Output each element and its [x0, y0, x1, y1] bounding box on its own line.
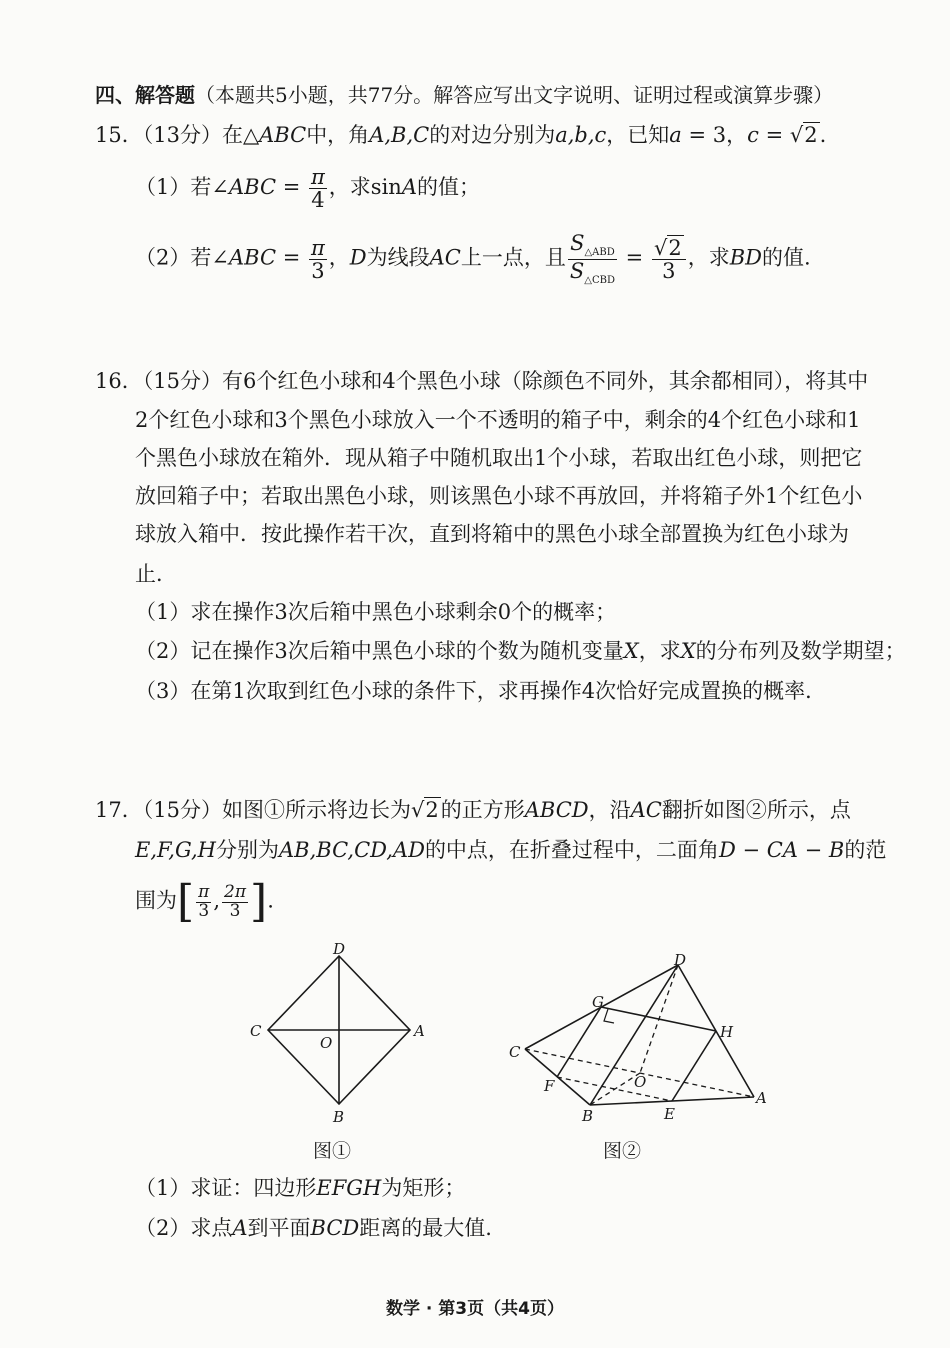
left-bracket: [ — [177, 876, 195, 927]
q16-part2 — [135, 636, 906, 666]
text: 围为 — [135, 888, 177, 913]
text: 的值； — [417, 175, 480, 200]
fig1-label-c: C — [250, 1022, 262, 1040]
numerator: π — [310, 165, 325, 189]
q16-line-5: 球放入箱中．按此操作若干次，直到将箱中的黑色小球全部置换为红色小球为 — [135, 522, 849, 546]
fig1-label-d: D — [333, 940, 346, 958]
math: A — [401, 175, 417, 200]
q17-score: （15分） — [142, 798, 222, 822]
q16-line-1 — [95, 366, 868, 396]
text: ，沿 — [588, 798, 631, 822]
segment-do-hidden — [640, 965, 678, 1073]
text: ，求sin — [328, 175, 402, 200]
text: = — [276, 175, 307, 200]
text: 的对边分别为 — [429, 123, 556, 147]
math: X — [623, 639, 639, 663]
numerator: π — [310, 235, 325, 260]
math: BCD — [310, 1216, 360, 1240]
figure-2-caption: 图② — [603, 1140, 642, 1162]
math: ABC — [228, 175, 277, 200]
text: . — [267, 888, 274, 913]
text: （1）若∠ — [135, 175, 229, 200]
fraction — [196, 881, 211, 921]
text: 距离的最大值. — [359, 1216, 492, 1240]
fig1-label-b: B — [333, 1108, 345, 1126]
fig1-label-a: A — [414, 1022, 425, 1040]
fraction — [652, 237, 686, 282]
q16-line-4: 放回箱子中；若取出黑色小球，则该黑色小球不再放回，并将箱子外1个红色小 — [135, 484, 863, 508]
text: ， — [328, 245, 350, 270]
segment-ob-hidden — [590, 1073, 640, 1105]
figure-2-tetrahedron — [500, 945, 780, 1135]
segment-gf — [557, 1007, 601, 1077]
math: a,b,c — [555, 123, 607, 147]
q17-line-3 — [135, 876, 274, 927]
math: D — [349, 245, 367, 270]
radicand: 2 — [804, 123, 818, 147]
math: EFGH — [316, 1176, 382, 1200]
right-angle-mark — [604, 1009, 614, 1023]
denominator: 3 — [198, 900, 210, 921]
section-title: 四、解答题 — [95, 83, 195, 107]
fig2-label-e: E — [664, 1105, 675, 1123]
subscript: △ABD — [584, 247, 615, 259]
text: 为线段 — [366, 245, 430, 270]
denominator: 4 — [311, 188, 325, 213]
math: ABCD — [524, 798, 589, 822]
math: A,B,C — [369, 123, 430, 147]
numerator: 2π — [224, 881, 247, 902]
denominator: 3 — [311, 258, 325, 283]
q15-number: 15． — [95, 123, 143, 147]
q16-line-2: 2个红色小球和3个黑色小球放入一个不透明的箱子中，剩余的4个红色小球和1 — [135, 408, 861, 432]
text: 的正方形 — [440, 798, 525, 822]
math: c — [747, 123, 759, 147]
text: （2）若∠ — [135, 245, 229, 270]
text: ，已知 — [606, 123, 670, 147]
fig2-label-a: A — [756, 1089, 767, 1107]
comma: , — [213, 888, 221, 913]
text: 中，角 — [306, 123, 370, 147]
math: D − CA − B — [718, 838, 845, 862]
math: A — [232, 1216, 248, 1240]
fraction — [309, 166, 327, 211]
math: BD — [729, 245, 762, 270]
symbol: S — [570, 231, 585, 255]
q17-part2 — [135, 1213, 492, 1243]
fig2-label-g: G — [592, 993, 604, 1011]
text: = — [276, 245, 307, 270]
q15-score: （13分） — [142, 123, 222, 147]
text: 的分布列及数学期望； — [695, 639, 906, 663]
text: 的中点，在折叠过程中，二面角 — [424, 838, 719, 862]
radicand: 2 — [425, 798, 439, 822]
numerator — [568, 232, 617, 260]
q17-line-1 — [95, 795, 851, 825]
radicand: 2 — [668, 235, 682, 260]
q16-part3: （3）在第1次取到红色小球的条件下，求再操作4次恰好完成置换的概率． — [135, 679, 827, 703]
text: 有6个红色小球和4个黑色小球（除颜色不同外，其余都相同），将其中 — [221, 369, 869, 393]
q17-number: 17． — [95, 798, 143, 822]
numerator: π — [198, 881, 210, 902]
fig2-label-f: F — [544, 1077, 555, 1095]
numerator — [652, 237, 686, 260]
q17-line-2 — [135, 835, 886, 865]
denominator: 3 — [229, 900, 241, 921]
segment-he — [672, 1031, 716, 1101]
q16-score: （15分） — [142, 369, 222, 393]
math: a — [669, 123, 682, 147]
section-note: （本题共5小题，共77分。解答应写出文字说明、证明过程或演算步骤） — [195, 83, 834, 107]
q15-part2 — [135, 232, 811, 286]
denominator — [568, 260, 617, 287]
fig1-label-o: O — [320, 1034, 333, 1052]
figure-1-caption: 图① — [313, 1140, 352, 1162]
math: ABC — [228, 245, 277, 270]
right-bracket: ] — [250, 876, 268, 927]
text: 的值. — [761, 245, 811, 270]
text: = — [618, 245, 650, 270]
text: 翻折如图②所示，点 — [661, 798, 851, 822]
fig2-label-b: B — [582, 1107, 594, 1125]
symbol: S — [569, 258, 585, 283]
math: AC — [429, 245, 461, 270]
text: 分别为 — [216, 838, 279, 862]
fig2-label-o: O — [634, 1073, 647, 1091]
math: AC — [630, 798, 662, 822]
text: （1）求证：四边形 — [135, 1176, 317, 1200]
q15-part1 — [135, 166, 480, 211]
math: E,F,G,H — [135, 838, 216, 862]
text: 在△ — [221, 123, 260, 147]
page-footer: 数学 · 第3页（共4页） — [386, 1299, 564, 1319]
fig2-label-h: H — [720, 1023, 734, 1041]
text: 上一点，且 — [460, 245, 566, 270]
sqrt: √2 — [789, 123, 818, 147]
math: X — [680, 639, 696, 663]
section-heading — [95, 80, 833, 110]
text: 到平面 — [247, 1216, 311, 1240]
sqrt: √2 — [410, 798, 439, 822]
area-ratio-fraction — [568, 232, 617, 286]
text: （2）求点 — [135, 1216, 233, 1240]
q16-part1: （1）求在操作3次后箱中黑色小球剩余0个的概率； — [135, 600, 617, 624]
figure-1-square — [240, 940, 430, 1130]
q16-line-3: 个黑色小球放在箱外．现从箱子中随机取出1个小球，若取出红色小球，则把它 — [135, 446, 863, 470]
text: . — [819, 123, 827, 147]
text: （2）记在操作3次后箱中黑色小球的个数为随机变量 — [135, 639, 624, 663]
fraction — [309, 237, 327, 282]
q16-line-6: 止． — [135, 562, 177, 586]
subscript: △CBD — [584, 274, 615, 286]
text: = 3， — [681, 123, 748, 147]
text: 的范 — [844, 838, 887, 862]
q15-stem — [95, 120, 826, 150]
text: 为矩形； — [381, 1176, 466, 1200]
q17-part1 — [135, 1173, 465, 1203]
math: AB,BC,CD,AD — [279, 838, 425, 862]
fig2-label-c: C — [509, 1043, 521, 1061]
fraction — [222, 881, 248, 921]
fig2-label-d: D — [674, 951, 687, 969]
q16-number: 16． — [95, 369, 143, 393]
text: 如图①所示将边长为 — [221, 798, 411, 822]
text: ，求 — [638, 639, 681, 663]
sqrt: √2 — [653, 235, 682, 260]
denominator: 3 — [662, 258, 676, 283]
text: = — [758, 123, 790, 147]
text: ，求 — [687, 245, 730, 270]
math: ABC — [259, 123, 307, 147]
